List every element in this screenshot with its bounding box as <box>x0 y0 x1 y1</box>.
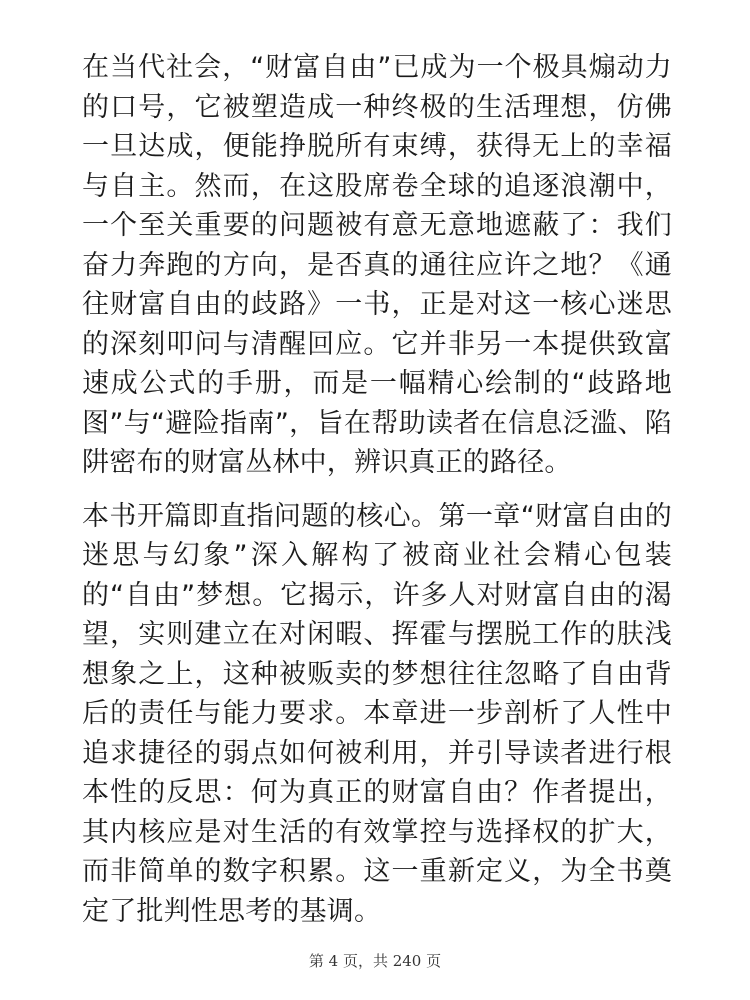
page-number: 第 4 页，共 240 页 <box>308 952 442 970</box>
page-body <box>82 48 672 931</box>
paragraph-1: 在当代社会，“财富自由”已成为一个极具煽动力的口号，它被塑造成一种终极的生活理想，仿佛一旦达成，便能挣脱所有束缚，获得无上的幸福与自主。然而，在这股席卷全球的追逐浪潮中，一个至关重要的问题被有意无意地遮蔽了：我们奋力奔跑的方向，是否真的通往应许之地？《通往财富自由的歧路》一书，正是对这一核心迷思的深刻叩问与清醒回应。它并非另一本提供致富速成公式的手册，而是一幅精心绘制的“歧路地图”与“避险指南”，旨在帮助读者在信息泛滥、陷阱密布的财富丛林中，辨识真正的路径。 <box>82 52 672 478</box>
paragraph-2: 本书开篇即直指问题的核心。第一章“财富自由的迷思与幻象”深入解构了被商业社会精心包装的“自由”梦想。它揭示，许多人对财富自由的渴望，实则建立在对闲暇、挥霍与摆脱工作的肤浅想象之上，这种被贩卖的梦想往往忽略了自由背后的责任与能力要求。本章进一步剖析了人性中追求捷径的弱点如何被利用，并引导读者进行根本性的反思：何为真正的财富自由？作者提出，其内核应是对生活的有效掌控与选择权的扩大，而非简单的数字积累。这一重新定义，为全书奠定了批判性思考的基调。 <box>82 500 672 927</box>
